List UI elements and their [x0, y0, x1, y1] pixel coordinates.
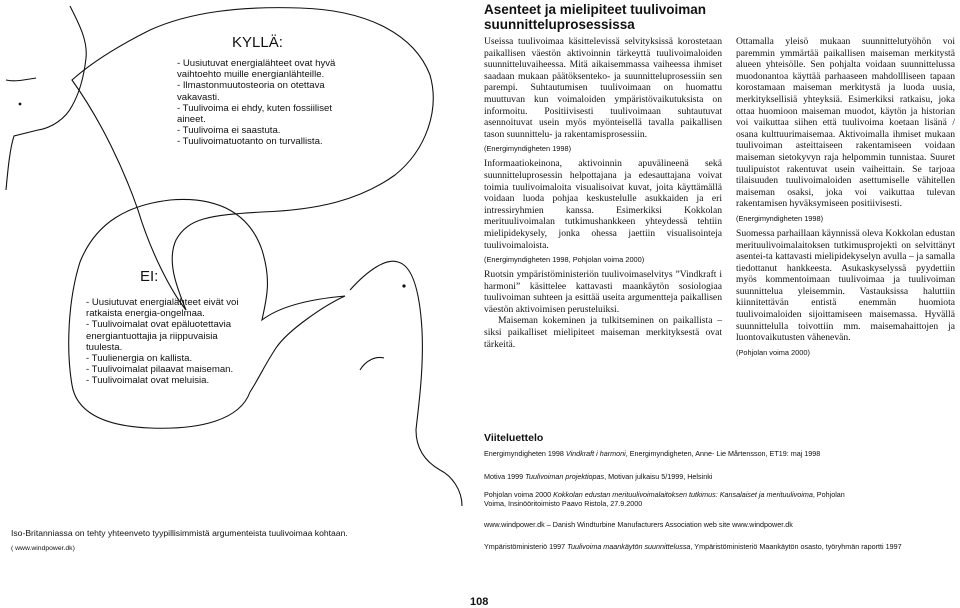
list-item: - Uusiutuvat energialähteet ovat hyvä vaihtoehto muille energianlähteille.	[177, 58, 336, 81]
ref-title: Vindkraft i harmoni	[565, 449, 626, 458]
list-item: - Tuulivoimalat ovat epäluotettavia energiantuottajia ja riippuvaisia tuulesta.	[86, 319, 232, 353]
list-item: - Ilmastonmuutosteoria on otettava vakavasti.	[177, 80, 325, 103]
ref-text: , Motivan julkaisu 5/1999, Helsinki	[604, 472, 713, 481]
list-item: - Tuulivoima ei ehdy, kuten fossiiliset aineet.	[177, 102, 332, 126]
ref-text: , Energimyndigheten, Anne- Lie Mårtensson, ET19: maj 1998	[625, 449, 821, 458]
list-item: - Tuulivoima ei saastuta.	[177, 125, 281, 137]
ref-text: Ympäristöministeriö 1997	[484, 542, 568, 551]
ref-title: Kokkolan edustan merituulivoimalaitoksen tutkimus: Kansalaiset ja merituulivoima	[553, 490, 813, 499]
reference-item	[484, 490, 864, 508]
paragraph: Ottamalla yleisö mukaan suunnittelutyöhön voi paremmin ymmärtää paikallisen maiseman merkitystä alueen yhteisölle. Sen pohjalta voidaan suunnittelussa muodonantoa käyttää parhaaseen mahdollliseen tapaan korostamaan maiseman merkitystä ja luoda uusia, merkityksellisiä yhteyksiä. Esimerkiksi ratkaisu, joka ottaa huomioon maiseman muodot, käytön ja historian voi vaikuttaa siihen että tuulivoima koetaan lisänä / osana kulttuurimaisemaa. Aktivoimalla ihmiset mukaan tuulivoiman asteittaiseen rakentamiseen voidaan maiseman sietokyvyn raja helpommin tunnistaa. Suuret tuulipuistot rakentuvat usein vaiheittain. Se tarjoaa tilaisuuden tuulivoimaloiden asettumiselle vähitellen maiseman osaksi, joka voi vaikuttaa tulevan rakentamisen hyväksymiseen positiivisesti.	[736, 36, 955, 210]
paragraph: Useissa tuulivoimaa käsittelevissä selvityksissä korostetaan paikallisen väestön aktivoinnin tärkeyttä tuulivoimaloiden suunnitteluvaiheessa. Mitä aikaisemmassa vaiheessa ihmiset saadaan mukaan päätöksenteko- ja suunnitteluprosessiin sen parempi. Suhtautumisen tuulivoimaan on huomattu muuttuvan kun voimaloiden ympäristövaikutuksista on informoitu. Positiivisesti tuulivoimaan suhtautuvat asennoituvat usein myös myönteisellä tavalla paikallisen tason suunnittelu- ja rakentamisprosessiin.	[484, 36, 722, 140]
list-item: - Uusiutuvat energialähteet eivät voi ratkaista energia-ongelmaa.	[86, 297, 239, 320]
article-column-2	[736, 36, 955, 362]
head-figure-upper	[6, 6, 86, 190]
article-column-1	[484, 36, 722, 350]
ref-title: Tuulivoiman projektiopas	[525, 472, 605, 481]
ref-text: Motiva 1999	[484, 472, 526, 481]
reference-item	[484, 542, 954, 551]
figure-source: ( www.windpower.dk)	[11, 545, 75, 552]
no-arguments-list	[86, 297, 254, 387]
list-item: - Tuulivoimalat ovat meluisia.	[86, 375, 210, 387]
speech-bubble-yes	[72, 8, 433, 310]
yes-arguments-list	[177, 58, 353, 148]
ref-title: Tuulivoima maankäytön suunnittelussa	[567, 542, 691, 551]
source-note: (Energimyndigheten 1998)	[736, 213, 824, 223]
paragraph: Informaatiokeinona, aktivoinnin apuvälineenä sekä suunnitteluprosessin helpottajana ja edesauttajana voivat toimia tuulivoimaloita visualisoivat kuvat, joita käyttämällä voidaan luoda pohjaa keskustelulle asukkaiden ja eri intressiryhmien kanssa. Esimerkiksi Kokkolan merituulivoimalan tutkimushankkeen yhteydessä tehtiin mielipidekysely, jonka ohessa jaettiin visualisointeja tuulivoimaloista.	[484, 158, 722, 251]
paragraph: Ruotsin ympäristöministeriön tuulivoimaselvitys ”Vindkraft i harmoni” käsittelee kattavasti maankäytön sosiologiaa tuulivoiman suhteen ja esittää useita argumentteja paikallisen väestön aktivoimisen perusteluiksi.	[484, 269, 722, 315]
ref-text: , Pohjolan Voima, Insinööritoimisto Paavo Ristola, 27.9.2000	[484, 490, 845, 508]
reference-item: www.windpower.dk – Danish Windturbine Manufacturers Association web site www.windpower.dk	[484, 520, 793, 529]
head-figure-lower	[350, 261, 462, 506]
ref-text: Energimyndigheten 1998	[484, 449, 566, 458]
source-note: (Energimyndigheten 1998)	[484, 144, 572, 154]
reference-item	[484, 472, 954, 481]
list-item: - Tuulivoimalat pilaavat maiseman.	[86, 364, 234, 376]
paragraph: Maiseman kokeminen ja tulkitseminen on paikallista – siksi paikalliset mielipiteet maiseman merkityksestä ovat tärkeitä.	[484, 315, 722, 350]
eye-dot	[402, 284, 405, 287]
ref-text: , Ympäristöministeriö Maankäytön osasto, työryhmän raportti 1997	[690, 542, 902, 551]
list-item: - Tuulienergia on kallista.	[86, 353, 193, 365]
page-number: 108	[470, 596, 489, 608]
source-note: (Pohjolan voima 2000)	[736, 347, 810, 357]
paragraph: Suomessa parhaillaan käynnissä oleva Kokkolan edustan merituulivoimalaitoksen tutkimusprojekti on selvittänyt asentei-ta kattavasti mielipidekyselyn avulla – ja samalla tiedottanut hankkeesta. Asukaskyselyssä pyydettiin myös kommentoimaan tuulivoimaa ja tuulivoiman suunnittelua yleisemmin. Vastauksissa haluttiin kiinnitettävän entistä enemmän huomiota tuulivoimaloiden sijoittamiseen maisemassa. Hyvällä suunnittelulla toivottiin mm. maisemahaittojen ja luontovaikutusten vähenevän.	[736, 227, 955, 344]
references-title: Viiteluettelo	[484, 432, 544, 444]
reference-item	[484, 449, 954, 458]
no-bubble-title: EI:	[140, 268, 159, 285]
article-heading: Asenteet ja mielipiteet tuulivoiman suunnitteluprosessissa	[484, 2, 707, 32]
yes-bubble-title: KYLLÄ:	[232, 34, 283, 51]
ref-text: Pohjolan voima 2000	[484, 490, 554, 499]
list-item: - Tuulivoimatuotanto on turvallista.	[177, 136, 323, 148]
eye-dot	[19, 103, 22, 106]
figure-caption: Iso-Britanniassa on tehty yhteenveto tyypillisimmistä argumenteista tuulivoimaa kohtaan.	[11, 528, 348, 538]
source-note: (Energimyndigheten 1998, Pohjolan voima 2000)	[484, 255, 645, 265]
